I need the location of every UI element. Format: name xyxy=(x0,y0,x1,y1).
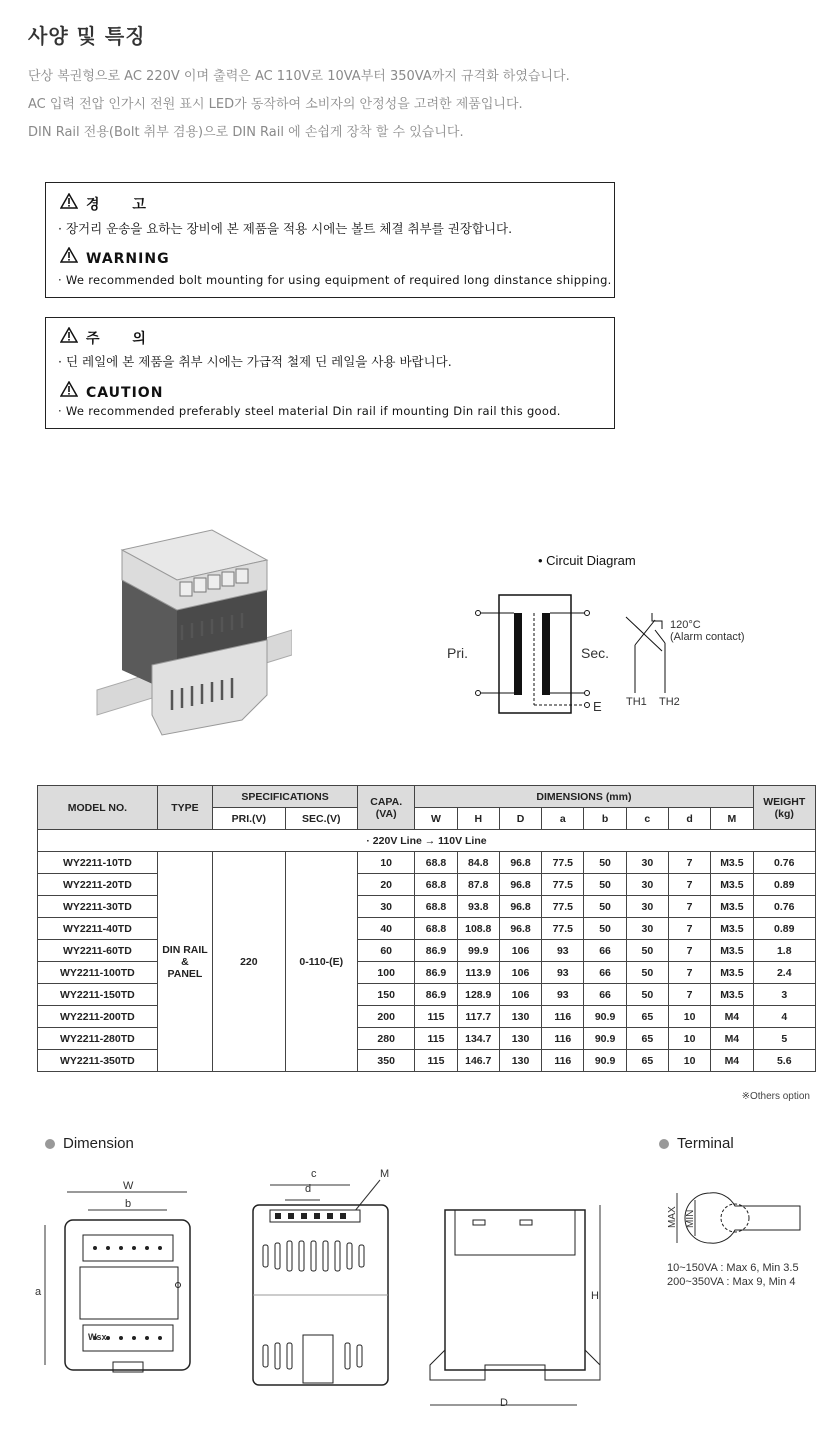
cell-weight: 0.89 xyxy=(753,918,816,940)
caution-triangle-icon xyxy=(60,381,78,401)
cell-model: WY2211-20TD xyxy=(38,874,158,896)
cell-dim-h: 117.7 xyxy=(457,1006,499,1028)
cell-dim-m: M3.5 xyxy=(711,852,753,874)
cell-dim-h: 128.9 xyxy=(457,984,499,1006)
circuit-th2-label: TH2 xyxy=(659,696,680,708)
terminal-spec-2: 200~350VA : Max 9, Min 4 xyxy=(667,1276,796,1288)
caution-box xyxy=(45,317,615,429)
terminal-heading: Terminal xyxy=(659,1135,734,1152)
cell-dim-b: 50 xyxy=(584,918,626,940)
warning-ko-heading xyxy=(60,193,160,214)
cell-model: WY2211-200TD xyxy=(38,1006,158,1028)
table-row xyxy=(38,1006,816,1028)
cell-dim-w: 68.8 xyxy=(415,896,457,918)
header-model: MODEL NO. xyxy=(38,786,158,830)
warning-ko-label: 경 고 xyxy=(86,197,160,213)
terminal-spec-1: 10~150VA : Max 6, Min 3.5 xyxy=(667,1262,799,1274)
cell-weight: 5.6 xyxy=(753,1050,816,1072)
header-dim-b: b xyxy=(584,808,626,830)
table-row xyxy=(38,896,816,918)
cell-dim-a: 77.5 xyxy=(542,852,584,874)
table-row xyxy=(38,984,816,1006)
cell-dim-c: 30 xyxy=(626,852,668,874)
cell-dim-c: 65 xyxy=(626,1006,668,1028)
product-photo xyxy=(92,520,292,750)
line-row: · 220V Line → 110V Line xyxy=(38,830,816,852)
cell-dim-c: 50 xyxy=(626,962,668,984)
cell-dim-a: 116 xyxy=(542,1050,584,1072)
cell-dim-d: 7 xyxy=(668,874,710,896)
header-pri: PRI.(V) xyxy=(213,808,285,830)
cell-dim-d: 106 xyxy=(499,940,541,962)
bullet-dot-icon xyxy=(45,1139,55,1149)
warning-en-text: · We recommended bolt mounting for using equipment of required long dinstance shipping. xyxy=(58,273,612,287)
cell-dim-c: 30 xyxy=(626,874,668,896)
cell-model: WY2211-40TD xyxy=(38,918,158,940)
terminal-max-label: MAX xyxy=(667,1206,678,1228)
cell-dim-c: 65 xyxy=(626,1050,668,1072)
cell-dim-m: M4 xyxy=(711,1006,753,1028)
header-spec: SPECIFICATIONS xyxy=(213,786,358,808)
caution-ko-label: 주 의 xyxy=(86,331,160,347)
dim-label-D: D xyxy=(500,1397,508,1409)
cell-dim-a: 77.5 xyxy=(542,874,584,896)
cell-dim-a: 93 xyxy=(542,940,584,962)
cell-dim-d: 106 xyxy=(499,984,541,1006)
cell-dim-d: 130 xyxy=(499,1006,541,1028)
dim-label-h: H xyxy=(591,1290,599,1302)
cell-dim-a: 93 xyxy=(542,962,584,984)
cell-capa: 100 xyxy=(358,962,415,984)
cell-dim-h: 93.8 xyxy=(457,896,499,918)
warning-triangle-icon xyxy=(60,247,78,267)
cell-type xyxy=(157,852,212,1072)
cell-dim-c: 50 xyxy=(626,940,668,962)
header-dim-c: c xyxy=(626,808,668,830)
warning-en-label: WARNING xyxy=(86,251,170,267)
cell-dim-d: 96.8 xyxy=(499,896,541,918)
cell-dim-m: M3.5 xyxy=(711,874,753,896)
type-line-1: DIN RAIL & xyxy=(162,943,208,968)
cell-model: WY2211-30TD xyxy=(38,896,158,918)
cell-weight: 0.76 xyxy=(753,852,816,874)
dim-label-w: W xyxy=(123,1180,134,1192)
cell-dim-h: 108.8 xyxy=(457,918,499,940)
cell-capa: 350 xyxy=(358,1050,415,1072)
cell-dim-d: 10 xyxy=(668,1050,710,1072)
cell-dim-m: M3.5 xyxy=(711,962,753,984)
circuit-e-label: E xyxy=(593,699,602,714)
cell-model: WY2211-150TD xyxy=(38,984,158,1006)
cell-weight: 5 xyxy=(753,1028,816,1050)
cell-model: WY2211-100TD xyxy=(38,962,158,984)
cell-dim-b: 50 xyxy=(584,852,626,874)
type-line-2: PANEL xyxy=(167,967,203,980)
cell-dim-w: 68.8 xyxy=(415,918,457,940)
cell-capa: 40 xyxy=(358,918,415,940)
cell-dim-c: 65 xyxy=(626,1028,668,1050)
cell-dim-m: M4 xyxy=(711,1050,753,1072)
cell-capa: 150 xyxy=(358,984,415,1006)
cell-dim-b: 66 xyxy=(584,984,626,1006)
cell-dim-a: 116 xyxy=(542,1006,584,1028)
cell-capa: 200 xyxy=(358,1006,415,1028)
cell-dim-d: 10 xyxy=(668,1028,710,1050)
caution-en-heading xyxy=(60,381,163,401)
cell-dim-d: 7 xyxy=(668,962,710,984)
terminal-min-label: MIN xyxy=(685,1209,696,1228)
cell-dim-d: 130 xyxy=(499,1028,541,1050)
depth-view-drawing xyxy=(425,1195,610,1415)
cell-weight: 4 xyxy=(753,1006,816,1028)
cell-dim-a: 77.5 xyxy=(542,918,584,940)
table-row xyxy=(38,962,816,984)
header-dim-w: W xyxy=(415,808,457,830)
circuit-alarm-label: (Alarm contact) xyxy=(670,631,745,643)
cell-dim-d: 7 xyxy=(668,940,710,962)
header-sec: SEC.(V) xyxy=(285,808,357,830)
cell-model: WY2211-60TD xyxy=(38,940,158,962)
circuit-th1-label: TH1 xyxy=(626,696,647,708)
cell-pri: 220 xyxy=(213,852,285,1072)
cell-dim-m: M4 xyxy=(711,1028,753,1050)
header-dim-d: D xyxy=(499,808,541,830)
page-title: 사양 및 특징 xyxy=(28,24,146,48)
cell-dim-d: 96.8 xyxy=(499,918,541,940)
cell-dim-h: 134.7 xyxy=(457,1028,499,1050)
cell-dim-d: 7 xyxy=(668,984,710,1006)
header-weight: WEIGHT (kg) xyxy=(753,786,816,830)
bullet-dot-icon xyxy=(659,1139,669,1149)
cell-sec: 0-110-(E) xyxy=(285,852,357,1072)
cell-dim-d: 10 xyxy=(668,1006,710,1028)
cell-dim-w: 115 xyxy=(415,1028,457,1050)
cell-dim-w: 68.8 xyxy=(415,874,457,896)
cell-model: WY2211-280TD xyxy=(38,1028,158,1050)
header-capa: CAPA. (VA) xyxy=(358,786,415,830)
circuit-title: • Circuit Diagram xyxy=(538,553,636,568)
spec-table xyxy=(37,785,816,1072)
cell-dim-w: 86.9 xyxy=(415,962,457,984)
cell-weight: 0.76 xyxy=(753,896,816,918)
dim-label-m: M xyxy=(380,1168,390,1180)
cell-dim-m: M3.5 xyxy=(711,918,753,940)
cell-dim-w: 115 xyxy=(415,1050,457,1072)
cell-dim-d: 130 xyxy=(499,1050,541,1072)
cell-capa: 280 xyxy=(358,1028,415,1050)
dim-label-c: c xyxy=(311,1168,317,1180)
header-dim-a: a xyxy=(542,808,584,830)
brand-logo: Wsx xyxy=(88,1332,107,1342)
table-note: ※Others option xyxy=(741,1091,810,1102)
cell-dim-b: 66 xyxy=(584,962,626,984)
cell-dim-c: 30 xyxy=(626,896,668,918)
cell-model: WY2211-350TD xyxy=(38,1050,158,1072)
table-row xyxy=(38,852,816,874)
cell-dim-w: 86.9 xyxy=(415,984,457,1006)
cell-dim-b: 90.9 xyxy=(584,1006,626,1028)
caution-en-text: · We recommended preferably steel material Din rail if mounting Din rail this good. xyxy=(58,404,561,418)
cell-capa: 20 xyxy=(358,874,415,896)
warning-en-heading xyxy=(60,247,170,267)
cell-dim-b: 90.9 xyxy=(584,1028,626,1050)
intro-line-1: 단상 복권형으로 AC 220V 이며 출력은 AC 110V로 10VA부터 350VA까지 규격화 하였습니다. xyxy=(28,69,570,84)
cell-weight: 0.89 xyxy=(753,874,816,896)
table-row xyxy=(38,1050,816,1072)
warning-box xyxy=(45,182,615,298)
caution-en-label: CAUTION xyxy=(86,385,164,401)
cell-dim-h: 87.8 xyxy=(457,874,499,896)
cell-dim-d: 96.8 xyxy=(499,852,541,874)
cell-dim-d: 106 xyxy=(499,962,541,984)
cell-dim-c: 50 xyxy=(626,984,668,1006)
cell-dim-w: 115 xyxy=(415,1006,457,1028)
cell-dim-m: M3.5 xyxy=(711,896,753,918)
cell-dim-h: 113.9 xyxy=(457,962,499,984)
intro-line-3: DIN Rail 전용(Bolt 취부 겸용)으로 DIN Rail 에 손쉽게 장착 할 수 있습니다. xyxy=(28,125,464,140)
cell-dim-h: 146.7 xyxy=(457,1050,499,1072)
caution-ko-heading xyxy=(60,327,160,348)
table-row xyxy=(38,874,816,896)
cell-dim-w: 86.9 xyxy=(415,940,457,962)
side-view-drawing xyxy=(245,1165,395,1395)
front-view-drawing xyxy=(35,1180,200,1395)
cell-dim-m: M3.5 xyxy=(711,984,753,1006)
table-row xyxy=(38,918,816,940)
caution-triangle-icon xyxy=(60,327,78,347)
cell-dim-w: 68.8 xyxy=(415,852,457,874)
cell-dim-a: 116 xyxy=(542,1028,584,1050)
circuit-pri-label: Pri. xyxy=(447,645,468,661)
cell-capa: 60 xyxy=(358,940,415,962)
table-row xyxy=(38,940,816,962)
cell-dim-m: M3.5 xyxy=(711,940,753,962)
header-dim-d-small: d xyxy=(668,808,710,830)
cell-dim-a: 93 xyxy=(542,984,584,1006)
header-dim-m: M xyxy=(711,808,753,830)
cell-dim-b: 50 xyxy=(584,896,626,918)
circuit-temp-label: 120°C xyxy=(670,619,701,631)
caution-ko-text: · 딘 레일에 본 제품을 취부 시에는 가급적 철제 딘 레일을 사용 바랍니다. xyxy=(58,354,452,369)
cell-dim-b: 66 xyxy=(584,940,626,962)
header-dim-h: H xyxy=(457,808,499,830)
dimension-heading: Dimension xyxy=(45,1135,134,1152)
cell-dim-a: 77.5 xyxy=(542,896,584,918)
dim-label-a: a xyxy=(35,1286,42,1298)
header-dimensions: DIMENSIONS (mm) xyxy=(415,786,753,808)
cell-capa: 30 xyxy=(358,896,415,918)
dim-label-d: d xyxy=(305,1183,312,1195)
cell-dim-h: 84.8 xyxy=(457,852,499,874)
cell-dim-c: 30 xyxy=(626,918,668,940)
cell-dim-d: 7 xyxy=(668,896,710,918)
cell-weight: 2.4 xyxy=(753,962,816,984)
cell-dim-b: 90.9 xyxy=(584,1050,626,1072)
intro-line-2: AC 입력 전압 인가시 전원 표시 LED가 동작하여 소비자의 안정성을 고려한 제품입니다. xyxy=(28,97,523,112)
circuit-sec-label: Sec. xyxy=(581,645,610,661)
table-row xyxy=(38,1028,816,1050)
cell-weight: 3 xyxy=(753,984,816,1006)
dim-label-b: b xyxy=(125,1198,132,1210)
cell-dim-b: 50 xyxy=(584,874,626,896)
cell-capa: 10 xyxy=(358,852,415,874)
cell-dim-h: 99.9 xyxy=(457,940,499,962)
warning-ko-text: · 장거리 운송을 요하는 장비에 본 제품을 적용 시에는 볼트 체결 취부를 권장합니다. xyxy=(58,221,513,236)
header-type: TYPE xyxy=(157,786,212,830)
cell-dim-d: 7 xyxy=(668,852,710,874)
cell-weight: 1.8 xyxy=(753,940,816,962)
warning-triangle-icon xyxy=(60,193,78,213)
cell-dim-d: 7 xyxy=(668,918,710,940)
cell-model: WY2211-10TD xyxy=(38,852,158,874)
cell-dim-d: 96.8 xyxy=(499,874,541,896)
